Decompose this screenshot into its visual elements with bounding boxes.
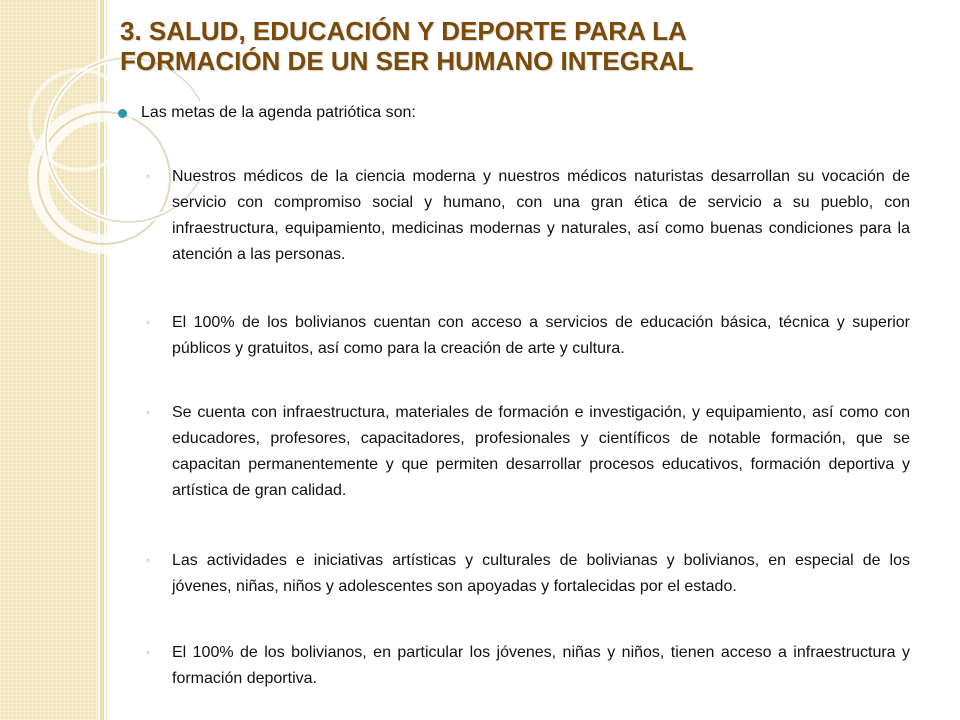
ring-bullet-icon: ◦ bbox=[146, 555, 150, 567]
list-item bbox=[146, 400, 910, 504]
list-item-text: Nuestros médicos de la ciencia moderna y nuestros médicos naturistas desarrollan su vocación de servicio con compromiso social y humano, con una gran ética de servicio a su pueblo, con infraestructura, equipamiento, medicinas modernas y naturales, así como buenas condiciones para la atención a las personas. bbox=[172, 168, 910, 263]
list-item-text: Se cuenta con infraestructura, materiales de formación e investigación, y equipamiento, así como con educadores, profesores, capacitadores, profesionales y científicos de notable formación, que se capacitan permanentemente y que permiten desarrollar procesos educativos, formación deportiva y artística de gran calidad. bbox=[172, 404, 910, 499]
slide-title-line-2: FORMACIÓN DE UN SER HUMANO INTEGRAL bbox=[120, 46, 694, 76]
lead-bullet bbox=[118, 100, 918, 126]
filled-circle-bullet-icon bbox=[118, 109, 127, 118]
list-item-text: El 100% de los bolivianos, en particular los jóvenes, niñas y niños, tienen acceso a infraestructura y formación deportiva. bbox=[172, 644, 910, 687]
list-item bbox=[146, 640, 910, 692]
ring-bullet-icon: ◦ bbox=[146, 407, 150, 419]
ring-bullet-icon: ◦ bbox=[146, 647, 150, 659]
list-item bbox=[146, 548, 910, 600]
list-item-text: El 100% de los bolivianos cuentan con acceso a servicios de educación básica, técnica y superior públicos y gratuitos, así como para la creación de arte y cultura. bbox=[172, 314, 910, 357]
ring-bullet-icon: ◦ bbox=[146, 317, 150, 329]
slide-title-line-1: 3. SALUD, EDUCACIÓN Y DEPORTE PARA LA bbox=[120, 16, 687, 46]
list-item-text: Las actividades e iniciativas artísticas y culturales de bolivianas y bolivianos, en especial de los jóvenes, niñas, niños y adolescentes son apoyadas y fortalecidas por el estado. bbox=[172, 552, 910, 595]
slide-title bbox=[120, 16, 920, 76]
slide-content bbox=[118, 100, 918, 687]
list-item bbox=[146, 164, 910, 268]
list-item bbox=[146, 310, 910, 362]
ring-bullet-icon: ◦ bbox=[146, 171, 150, 183]
lead-text: Las metas de la agenda patriótica son: bbox=[141, 104, 416, 121]
